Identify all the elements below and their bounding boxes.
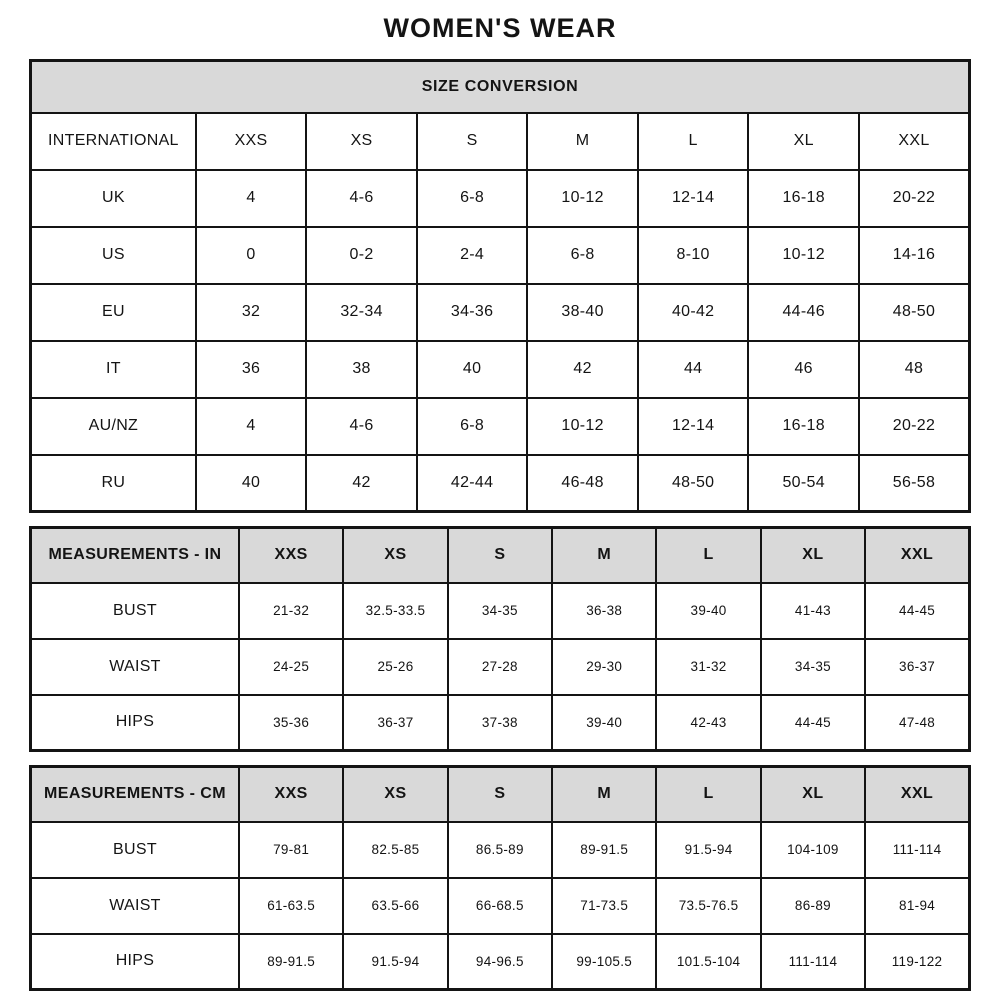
size-column-header-l: L <box>656 528 760 583</box>
value-cell: 91.5-94 <box>656 822 760 878</box>
value-cell: 32.5-33.5 <box>343 583 447 639</box>
size-column-header-xxs: XXS <box>196 113 307 170</box>
row-label: HIPS <box>31 934 239 990</box>
value-cell: 4-6 <box>306 170 417 227</box>
value-cell: 16-18 <box>748 398 859 455</box>
table-row-waist <box>31 878 970 934</box>
page-title: WOMEN'S WEAR <box>383 13 617 43</box>
value-cell: 32 <box>196 284 307 341</box>
size-conversion-banner-row <box>31 61 970 113</box>
value-cell: 29-30 <box>552 639 656 695</box>
measurements-cm-body <box>31 822 970 990</box>
table-row-hips <box>31 934 970 990</box>
measurements-cm-header-row <box>31 767 970 822</box>
row-label: HIPS <box>31 695 239 751</box>
size-column-header-xl: XL <box>748 113 859 170</box>
value-cell: 94-96.5 <box>448 934 552 990</box>
size-column-header-xxl: XXL <box>865 767 969 822</box>
value-cell: 46 <box>748 341 859 398</box>
size-column-header-xl: XL <box>761 528 865 583</box>
value-cell: 99-105.5 <box>552 934 656 990</box>
size-column-header-xxl: XXL <box>859 113 970 170</box>
row-header-label: MEASUREMENTS - IN <box>31 528 239 583</box>
value-cell: 6-8 <box>417 398 528 455</box>
value-cell: 34-36 <box>417 284 528 341</box>
value-cell: 73.5-76.5 <box>656 878 760 934</box>
table-row-uk <box>31 170 970 227</box>
row-label: BUST <box>31 822 239 878</box>
measurements-cm-table <box>29 765 971 991</box>
size-conversion-table <box>29 59 971 513</box>
value-cell: 21-32 <box>239 583 343 639</box>
table-row-bust <box>31 583 970 639</box>
value-cell: 14-16 <box>859 227 970 284</box>
size-conversion-heading: SIZE CONVERSION <box>31 61 970 113</box>
size-column-header-xs: XS <box>343 767 447 822</box>
table-row-au-nz <box>31 398 970 455</box>
table-row-waist <box>31 639 970 695</box>
size-column-header-xl: XL <box>761 767 865 822</box>
value-cell: 48-50 <box>638 455 749 512</box>
value-cell: 6-8 <box>527 227 638 284</box>
size-column-header-m: M <box>552 767 656 822</box>
table-row-hips <box>31 695 970 751</box>
value-cell: 36-37 <box>343 695 447 751</box>
value-cell: 56-58 <box>859 455 970 512</box>
measurements-in-body <box>31 583 970 751</box>
value-cell: 38-40 <box>527 284 638 341</box>
value-cell: 10-12 <box>527 170 638 227</box>
size-column-header-s: S <box>448 767 552 822</box>
value-cell: 2-4 <box>417 227 528 284</box>
size-conversion-head <box>31 61 970 170</box>
value-cell: 44 <box>638 341 749 398</box>
value-cell: 89-91.5 <box>239 934 343 990</box>
value-cell: 40 <box>417 341 528 398</box>
value-cell: 44-46 <box>748 284 859 341</box>
value-cell: 89-91.5 <box>552 822 656 878</box>
value-cell: 42-44 <box>417 455 528 512</box>
value-cell: 35-36 <box>239 695 343 751</box>
value-cell: 42 <box>527 341 638 398</box>
value-cell: 12-14 <box>638 398 749 455</box>
value-cell: 27-28 <box>448 639 552 695</box>
row-label: WAIST <box>31 878 239 934</box>
value-cell: 44-45 <box>865 583 969 639</box>
value-cell: 37-38 <box>448 695 552 751</box>
value-cell: 101.5-104 <box>656 934 760 990</box>
table-row-it <box>31 341 970 398</box>
value-cell: 44-45 <box>761 695 865 751</box>
value-cell: 25-26 <box>343 639 447 695</box>
value-cell: 32-34 <box>306 284 417 341</box>
row-label: US <box>31 227 196 284</box>
value-cell: 24-25 <box>239 639 343 695</box>
row-label: UK <box>31 170 196 227</box>
row-header-label: MEASUREMENTS - CM <box>31 767 239 822</box>
size-column-header-xxs: XXS <box>239 528 343 583</box>
measurements-in-head <box>31 528 970 583</box>
value-cell: 36 <box>196 341 307 398</box>
value-cell: 42 <box>306 455 417 512</box>
value-cell: 82.5-85 <box>343 822 447 878</box>
row-label: AU/NZ <box>31 398 196 455</box>
size-column-header-l: L <box>656 767 760 822</box>
measurements-cm-head <box>31 767 970 822</box>
value-cell: 48 <box>859 341 970 398</box>
value-cell: 4-6 <box>306 398 417 455</box>
value-cell: 111-114 <box>761 934 865 990</box>
value-cell: 91.5-94 <box>343 934 447 990</box>
value-cell: 36-38 <box>552 583 656 639</box>
value-cell: 61-63.5 <box>239 878 343 934</box>
row-label: WAIST <box>31 639 239 695</box>
row-header-label: INTERNATIONAL <box>31 113 196 170</box>
value-cell: 4 <box>196 170 307 227</box>
value-cell: 119-122 <box>865 934 969 990</box>
row-label: RU <box>31 455 196 512</box>
value-cell: 104-109 <box>761 822 865 878</box>
value-cell: 86.5-89 <box>448 822 552 878</box>
size-column-header-s: S <box>417 113 528 170</box>
size-column-header-xs: XS <box>343 528 447 583</box>
value-cell: 42-43 <box>656 695 760 751</box>
size-column-header-xxl: XXL <box>865 528 969 583</box>
value-cell: 20-22 <box>859 398 970 455</box>
value-cell: 39-40 <box>552 695 656 751</box>
value-cell: 63.5-66 <box>343 878 447 934</box>
value-cell: 12-14 <box>638 170 749 227</box>
size-conversion-body <box>31 170 970 512</box>
value-cell: 10-12 <box>527 398 638 455</box>
row-label: IT <box>31 341 196 398</box>
row-label: BUST <box>31 583 239 639</box>
value-cell: 34-35 <box>448 583 552 639</box>
value-cell: 41-43 <box>761 583 865 639</box>
value-cell: 10-12 <box>748 227 859 284</box>
measurements-in-header-row <box>31 528 970 583</box>
value-cell: 79-81 <box>239 822 343 878</box>
value-cell: 4 <box>196 398 307 455</box>
value-cell: 50-54 <box>748 455 859 512</box>
value-cell: 20-22 <box>859 170 970 227</box>
size-column-header-m: M <box>552 528 656 583</box>
value-cell: 40-42 <box>638 284 749 341</box>
value-cell: 0-2 <box>306 227 417 284</box>
size-column-header-s: S <box>448 528 552 583</box>
table-row-bust <box>31 822 970 878</box>
value-cell: 86-89 <box>761 878 865 934</box>
value-cell: 16-18 <box>748 170 859 227</box>
value-cell: 6-8 <box>417 170 528 227</box>
value-cell: 48-50 <box>859 284 970 341</box>
size-column-header-l: L <box>638 113 749 170</box>
value-cell: 0 <box>196 227 307 284</box>
measurements-in-table <box>29 526 971 752</box>
value-cell: 38 <box>306 341 417 398</box>
value-cell: 81-94 <box>865 878 969 934</box>
value-cell: 66-68.5 <box>448 878 552 934</box>
size-column-header-m: M <box>527 113 638 170</box>
table-row-ru <box>31 455 970 512</box>
international-header-row <box>31 113 970 170</box>
value-cell: 8-10 <box>638 227 749 284</box>
value-cell: 40 <box>196 455 307 512</box>
size-column-header-xxs: XXS <box>239 767 343 822</box>
size-column-header-xs: XS <box>306 113 417 170</box>
value-cell: 39-40 <box>656 583 760 639</box>
table-row-us <box>31 227 970 284</box>
value-cell: 34-35 <box>761 639 865 695</box>
value-cell: 31-32 <box>656 639 760 695</box>
value-cell: 71-73.5 <box>552 878 656 934</box>
value-cell: 36-37 <box>865 639 969 695</box>
value-cell: 47-48 <box>865 695 969 751</box>
value-cell: 111-114 <box>865 822 969 878</box>
table-row-eu <box>31 284 970 341</box>
row-label: EU <box>31 284 196 341</box>
value-cell: 46-48 <box>527 455 638 512</box>
